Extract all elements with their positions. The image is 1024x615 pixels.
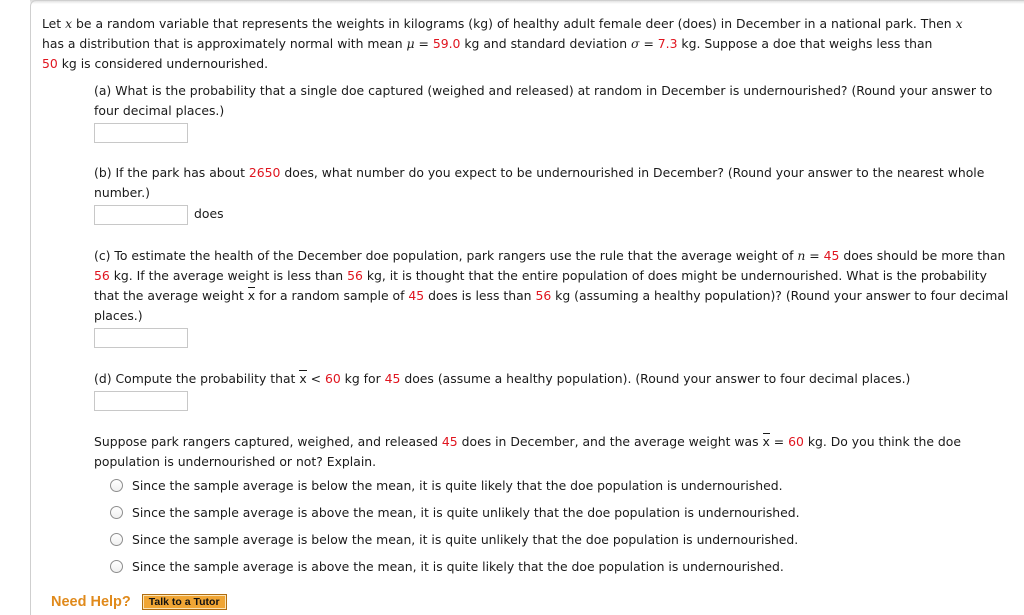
part-d-text: does (assume a healthy population). (Round your answer to four decimal places.) [400,371,911,386]
part-c [94,246,1014,348]
option-label: Since the sample average is above the mean, it is quite unlikely that the doe population is undernourished. [132,504,800,520]
conclusion-text: does in December, and the average weight was [457,434,763,449]
part-b-answer-input[interactable] [94,205,188,225]
weight-value: 56 [535,288,552,303]
part-c-question [94,246,1014,326]
mean-value: 59.0 [432,36,461,51]
weight-value: 56 [94,268,110,283]
radio-button[interactable] [110,560,123,573]
intro-text: kg. Suppose a doe that weighs less than [677,36,933,51]
question-content [42,14,1014,580]
conclusion [94,432,1014,580]
part-b-question [94,163,1014,203]
radio-button[interactable] [110,479,123,492]
sigma-symbol: σ [631,36,640,51]
part-d-text: kg for [340,371,385,386]
conclusion-text: Suppose park rangers captured, weighed, and released [94,434,442,449]
radio-option[interactable] [110,526,1014,553]
part-c-text: does should be more than [839,248,1006,263]
part-c-text: kg (assuming a healthy population)? (Round your answer to four decimal places.) [94,288,1009,323]
xbar-symbol: x [248,286,255,306]
part-b-text: (b) If the park has about [94,165,249,180]
sample-size: 45 [408,288,425,303]
part-a-answer-input[interactable] [94,123,188,143]
part-d-text: < [306,371,325,386]
intro-text: = [639,36,658,51]
sample-size: 45 [441,434,458,449]
help-bar [51,594,227,610]
part-a-question: (a) What is the probability that a single doe captured (weighed and released) at random in December is undernourished? (Round your answer to four decimal places.) [94,83,993,118]
radio-button[interactable] [110,506,123,519]
option-label: Since the sample average is below the mean, it is quite likely that the doe population is undernourished. [132,477,783,493]
intro-text: kg is considered undernourished. [57,56,269,71]
part-d-answer-input[interactable] [94,391,188,411]
threshold-value: 50 [42,56,58,71]
part-d-question [94,369,1014,389]
intro-text: = [414,36,433,51]
sd-value: 7.3 [657,36,678,51]
part-c-text: = [805,248,824,263]
option-label: Since the sample average is above the mean, it is quite likely that the doe population is undernourished. [132,558,784,574]
weight-value: 60 [324,371,341,386]
radio-option[interactable] [110,553,1014,580]
weight-value: 56 [347,268,363,283]
intro-text: has a distribution that is approximately normal with mean [42,36,407,51]
part-a [94,81,1014,143]
part-c-text: kg. If the average weight is less than [109,268,348,283]
part-c-text: (c) To estimate the health of the December doe population, park rangers use the rule that the average weight of [94,248,798,263]
sample-size: 45 [384,371,401,386]
xbar-symbol: x [299,369,306,389]
option-label: Since the sample average is below the mean, it is quite unlikely that the doe population is undernourished. [132,531,799,547]
part-c-text: for a random sample of [255,288,409,303]
radio-option[interactable] [110,499,1014,526]
talk-to-tutor-button[interactable]: Talk to a Tutor [142,594,227,610]
conclusion-text: = [769,434,789,449]
intro-text: kg and standard deviation [460,36,632,51]
xbar-symbol: x [763,432,770,452]
part-c-answer-input[interactable] [94,328,188,348]
var-x: x [955,16,963,31]
intro-text: be a random variable that represents the weights in kilograms (kg) of healthy adult female deer (does) in December in a national park. Then [72,16,956,31]
part-d-text: (d) Compute the probability that [94,371,300,386]
part-c-text: does is less than [424,288,536,303]
radio-option[interactable] [110,472,1014,499]
weight-value: 60 [788,434,804,449]
conclusion-text: kg. Do you think the doe population is undernourished or not? Explain. [94,434,961,469]
problem-statement [42,14,1014,74]
n-symbol: n [797,248,806,263]
part-b-text: does, what number do you expect to be undernourished in December? (Round your answer to the nearest whole number.) [94,165,985,200]
part-d [94,369,1014,411]
sample-size: 45 [823,248,840,263]
conclusion-question [94,432,1014,472]
intro-text: Let [42,16,66,31]
radio-button[interactable] [110,533,123,546]
doe-count: 2650 [248,165,281,180]
part-b [94,163,1014,225]
var-x: x [65,16,73,31]
part-b-unit: does [194,205,224,221]
part-c-text: kg, it is thought that the entire population of does might be undernourished. What is the probability that the average weight [94,268,987,303]
mu-symbol: μ [406,36,415,51]
need-help-label: Need Help? [51,594,131,610]
